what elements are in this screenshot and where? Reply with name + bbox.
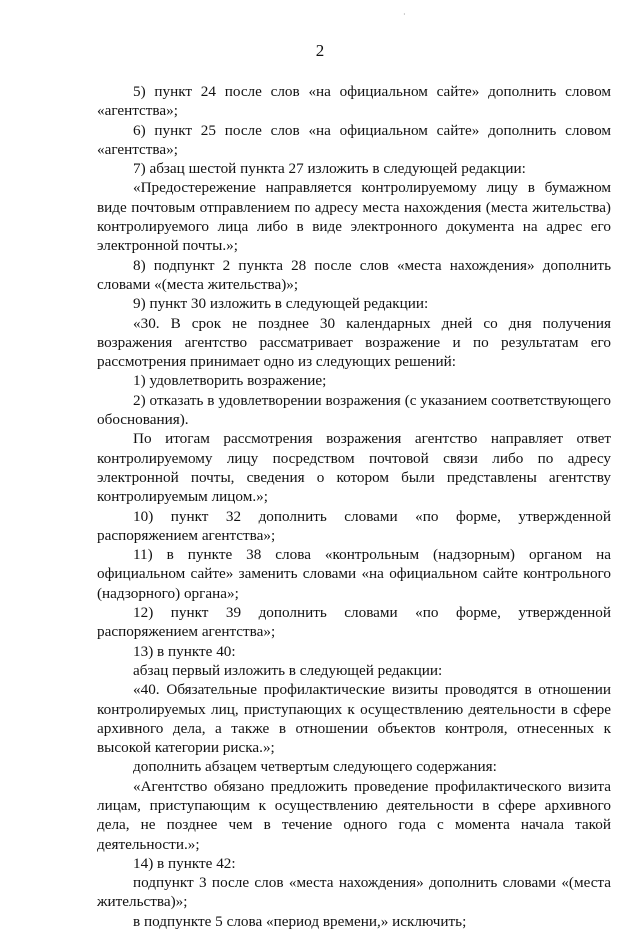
paragraph: 9) пункт 30 изложить в следующей редакции:: [133, 295, 429, 313]
paragraph: 14) в пункте 42:: [133, 854, 236, 872]
paragraph: 10) пункт 32 дополнить словами «по форме, утвержденной распоряжением агентства»;: [97, 507, 611, 544]
paragraph: абзац первый изложить в следующей редакции:: [133, 661, 443, 679]
paragraph: 6) пункт 25 после слов «на официальном сайте» дополнить словом «агентства»;: [97, 121, 611, 158]
paragraph: 11) в пункте 38 слова «контрольным (надзорным) органом на официальном сайте» заменить словами «на официальном сайте контрольного (надзорного) органа»;: [97, 546, 611, 602]
paragraph: 7) абзац шестой пункта 27 изложить в следующей редакции:: [133, 160, 526, 178]
paragraph: 13) в пункте 40:: [133, 642, 236, 660]
paragraph: «Предостережение направляется контролируемому лицу в бумажном виде почтовым отправлением по адресу места нахождения (места жительства) контролируемого лица либо в виде электронного документа на адрес его электронной почты.»;: [97, 179, 611, 255]
paragraph: «Агентство обязано предложить проведение профилактического визита лицам, приступающим к осуществлению деятельности в сфере архивного дела, не позднее чем в течение одного года с момента начала такой деятельности.»;: [97, 777, 611, 853]
paragraph: 8) подпункт 2 пункта 28 после слов «места нахождения» дополнить словами «(места жительства)»;: [97, 256, 611, 293]
page-number: 2: [315, 41, 325, 60]
paragraph: 5) пункт 24 после слов «на официальном сайте» дополнить словом «агентства»;: [97, 83, 611, 120]
paragraph: По итогам рассмотрения возражения агентство направляет ответ контролируемому лицу посредством почтовой связи либо по адресу электронной почты, сведения о котором были представлены агентству контролируемым лицом.»;: [97, 430, 611, 506]
paragraph: в подпункте 5 слова «период времени,» исключить;: [133, 912, 467, 930]
paragraph: «40. Обязательные профилактические визиты проводятся в отношении контролируемых лиц, приступающих к осуществлению деятельности в сфере архивного дела, а также в отношении объектов контроля, отнесенных к высокой категории риска.»;: [97, 681, 611, 757]
paragraph: 2) отказать в удовлетворении возражения (с указанием соответствующего обоснования).: [97, 391, 611, 429]
document-body: [97, 82, 611, 931]
paragraph: подпункт 3 после слов «места нахождения» дополнить словами «(места жительства)»;: [97, 874, 611, 911]
paragraph: дополнить абзацем четвертым следующего содержания:: [133, 758, 497, 776]
paragraph: «30. В срок не позднее 30 календарных дней со дня получения возражения агентство рассматривает возражение и по результатам его рассмотрения принимает одно из следующих решений:: [97, 314, 611, 371]
scan-mark: ·: [403, 10, 406, 19]
paragraph: 1) удовлетворить возражение;: [133, 372, 327, 390]
paragraph: 12) пункт 39 дополнить словами «по форме, утвержденной распоряжением агентства»;: [97, 604, 611, 641]
